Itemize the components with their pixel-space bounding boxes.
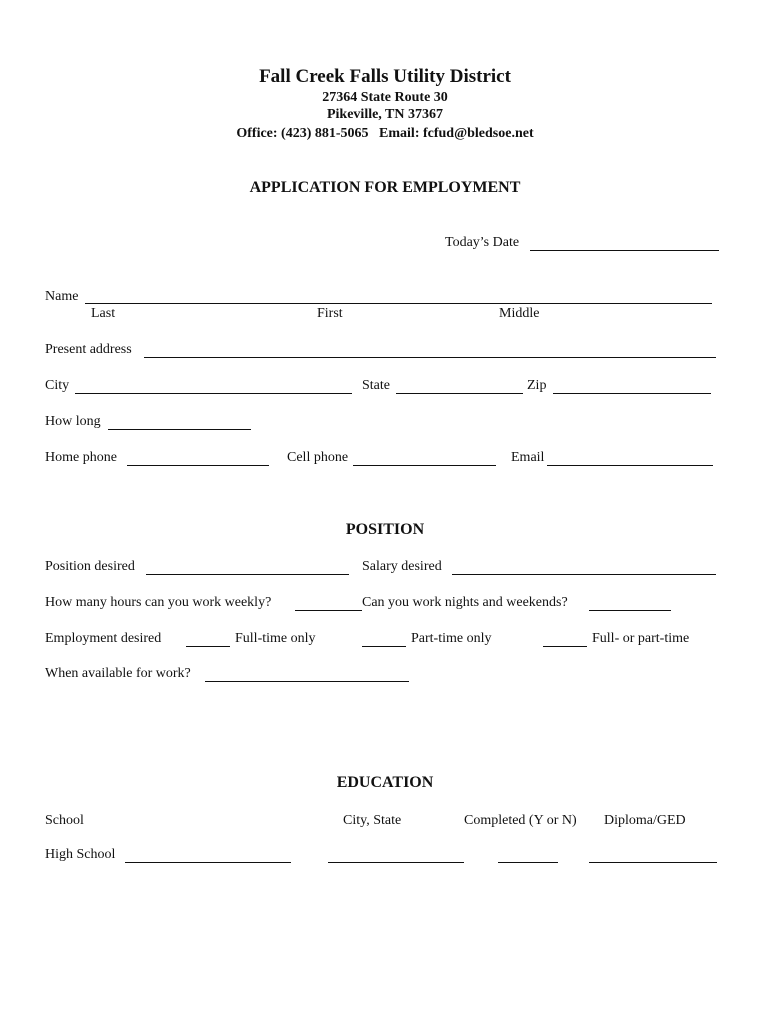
hours-weekly-field[interactable] — [295, 610, 362, 611]
address-line-1: 27364 State Route 30 — [322, 90, 448, 105]
first-name-caption: First — [317, 306, 343, 321]
name-label: Name — [45, 289, 79, 304]
high-school-city-state-field[interactable] — [328, 862, 464, 863]
cell-phone-label: Cell phone — [287, 450, 349, 465]
position-desired-label: Position desired — [45, 559, 135, 574]
position-desired-field[interactable] — [146, 574, 349, 575]
school-column-header: School — [45, 813, 84, 828]
when-available-field[interactable] — [205, 681, 409, 682]
name-field[interactable] — [85, 303, 712, 304]
todays-date-field[interactable] — [530, 250, 719, 251]
high-school-name-field[interactable] — [125, 862, 291, 863]
address-line-2: Pikeville, TN 37367 — [326, 107, 444, 122]
nights-weekends-label: Can you work nights and weekends? — [362, 595, 568, 610]
when-available-label: When available for work? — [45, 666, 191, 681]
organization-name: Fall Creek Falls Utility District — [259, 66, 511, 87]
zip-field[interactable] — [553, 393, 711, 394]
state-field[interactable] — [396, 393, 523, 394]
city-field[interactable] — [75, 393, 352, 394]
home-phone-label: Home phone — [45, 450, 117, 465]
email-field[interactable] — [547, 465, 713, 466]
full-or-part-time-label: Full- or part-time — [592, 631, 690, 646]
part-time-blank[interactable] — [362, 646, 406, 647]
full-or-part-time-blank[interactable] — [543, 646, 587, 647]
education-heading: EDUCATION — [336, 774, 434, 791]
how-long-field[interactable] — [108, 429, 251, 430]
full-time-blank[interactable] — [186, 646, 230, 647]
how-long-label: How long — [45, 414, 101, 429]
todays-date-label: Today’s Date — [445, 235, 520, 250]
salary-desired-field[interactable] — [452, 574, 716, 575]
salary-desired-label: Salary desired — [362, 559, 442, 574]
contact-line: Office: (423) 881-5065 Email: fcfud@bledsoe.net — [236, 126, 534, 141]
high-school-completed-field[interactable] — [498, 862, 558, 863]
home-phone-field[interactable] — [127, 465, 269, 466]
present-address-field[interactable] — [144, 357, 716, 358]
city-state-column-header: City, State — [343, 813, 402, 828]
position-heading: POSITION — [345, 521, 425, 538]
zip-label: Zip — [527, 378, 547, 393]
last-name-caption: Last — [91, 306, 116, 321]
middle-name-caption: Middle — [499, 306, 540, 321]
full-time-label: Full-time only — [235, 631, 316, 646]
part-time-label: Part-time only — [411, 631, 492, 646]
high-school-label: High School — [45, 847, 116, 862]
nights-weekends-field[interactable] — [589, 610, 671, 611]
diploma-column-header: Diploma/GED — [604, 813, 686, 828]
completed-column-header: Completed (Y or N) — [464, 813, 577, 828]
high-school-diploma-field[interactable] — [589, 862, 717, 863]
cell-phone-field[interactable] — [353, 465, 496, 466]
present-address-label: Present address — [45, 342, 132, 357]
hours-weekly-label: How many hours can you work weekly? — [45, 595, 272, 610]
form-title: APPLICATION FOR EMPLOYMENT — [249, 179, 521, 196]
email-label: Email — [511, 450, 545, 465]
state-label: State — [362, 378, 390, 393]
city-label: City — [45, 378, 70, 393]
employment-desired-label: Employment desired — [45, 631, 162, 646]
